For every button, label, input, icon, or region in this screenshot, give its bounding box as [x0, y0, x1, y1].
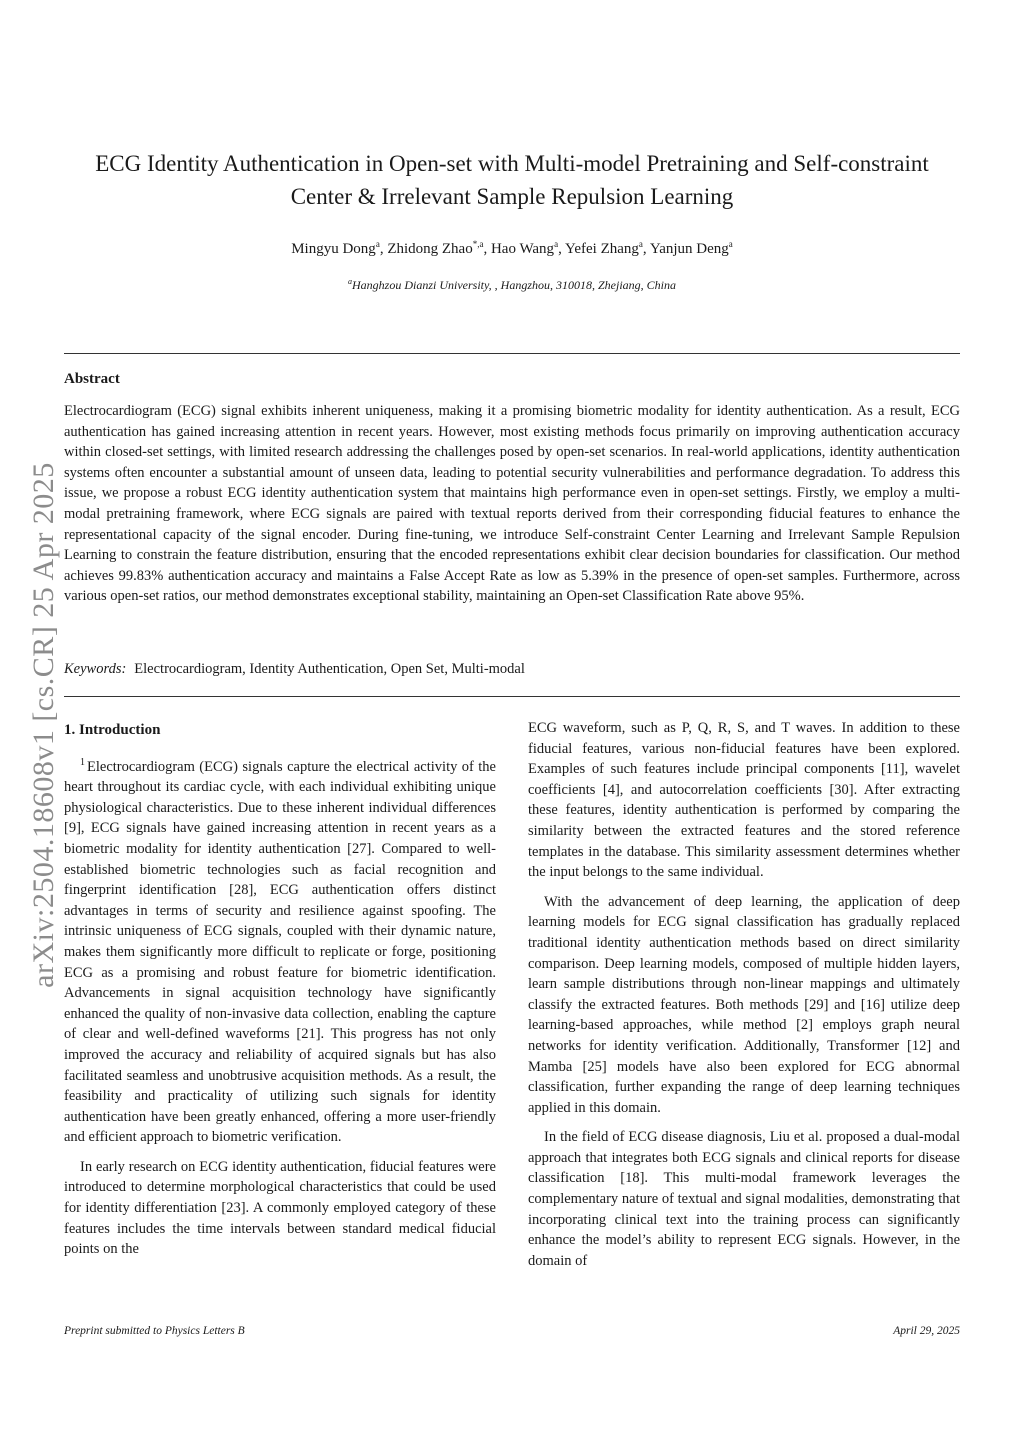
bottom-divider	[64, 696, 960, 697]
right-column	[528, 718, 960, 1280]
paper-title	[40, 147, 984, 213]
abstract-heading: Abstract	[64, 371, 120, 387]
section-heading: 1. Introduction	[64, 722, 161, 738]
paragraph: With the advancement of deep learning, the application of deep learning models for ECG signal classification has gradually replaced traditional identity authentication methods based on direct similarity comparison. Deep learning models, composed of multiple hidden layers, learn sample distributions through non-linear mappings and ultimately classify the extracted features. Both methods [29] and [16] utilize deep learning-based approaches, while method [2] employs graph neural networks for identity verification. Additionally, Transformer [12] and Mamba [25] models have also been explored for ECG abnormal classification, further expanding the range of deep learning techniques applied in this domain.	[528, 893, 960, 1116]
title-line-1: ECG Identity Authentication in Open-set with Multi-model Pretraining and Self-constraint	[95, 151, 929, 176]
affiliation: $^a$Hanghzou Dianzi University, , Hangzhou, 310018, Zhejiang, China	[347, 277, 676, 292]
arxiv-identifier[interactable]: arXiv:2504.18608v1 [cs.CR] 25 Apr 2025	[27, 462, 60, 988]
keywords	[64, 659, 960, 679]
author: Zhidong Zhao$^{*,a}$,	[387, 239, 491, 257]
paragraph: ECG waveform, such as P, Q, R, S, and T waves. In addition to these fiducial features, various non-fiducial features have been explored. Examples of such features include principal components [11], wavelet coefficients [4], and autocorrelation coefficients [30]. After extracting these features, identity authentication is performed by comparing the similarity between the extracted features and the stored reference templates in the database. This similarity assessment determines whether the input belongs to the same individual.	[528, 720, 960, 881]
paragraph: In early research on ECG identity authentication, fiducial features were introduced to determine morphological characteristics that could be used for identity differentiation [23]. A commonly employed category of these features includes the time intervals between standard medical fiducial points on the	[64, 1158, 496, 1258]
author-list	[40, 238, 984, 260]
paragraph: $^1$ Electrocardiogram (ECG) signals capture the electrical activity of the heart throughout its cardiac cycle, with each individual exhibiting unique physiological characteristics. Due to these inherent individual differences [9], ECG signals have gained increasing attention in recent years as a biometric modality for identity authentication [27]. Compared to well-established biometric technologies such as facial recognition and fingerprint identification [28], ECG authentication offers distinct advantages in terms of security and resilience against spoofing. The intrinsic uniqueness of ECG signals, coupled with their dynamic nature, makes them significantly more difficult to replicate or forge, positioning ECG as a promising and robust feature for biometric identification. Advancements in signal acquisition technology have significantly enhanced the quality of non-invasive data collection, enabling the capture of clear and well-defined waveforms [21]. This progress has not only improved the accuracy and reliability of acquired signals but has also facilitated seamless and unobtrusive acquisition methods. As a result, the feasibility and practicality of utilizing such signals for identity authentication have been greatly enhanced, offering a more user-friendly and efficient approach to biometric verification.	[64, 756, 496, 1146]
title-line-2: Center & Irrelevant Sample Repulsion Learning	[290, 184, 734, 209]
abstract-text: Electrocardiogram (ECG) signal exhibits inherent uniqueness, making it a promising biometric modality for identity authentication. As a result, ECG authentication has gained increasing attention in recent years. However, most existing methods focus primarily on improving authentication accuracy within closed-set settings, with limited research addressing the challenges posed by open-set scenarios. In real-world applications, identity authentication systems often encounter a substantial amount of unseen data, leading to potential security vulnerabilities and performance degradation. To address this issue, we propose a robust ECG identity authentication system that maintains high performance even in open-set settings. Firstly, we employ a multi-modal pretraining framework, where ECG signals are paired with textual reports derived from their corresponding fiducial features to enhance the representational capacity of the signal encoder. During fine-tuning, we introduce Self-constraint Center Learning and Irrelevant Sample Repulsion Learning to constrain the feature distribution, ensuring that the encoded representations exhibit clear decision boundaries for classification. Our method achieves 99.83% authentication accuracy and maintains a False Accept Rate as low as 5.39% in the presence of open-set samples. Furthermore, across various open-set ratios, our method demonstrates exceptional stability, maintaining an Open-set Classification Rate above 95%.	[64, 403, 960, 605]
keywords-label: Keywords:	[64, 661, 127, 677]
paragraph: In the field of ECG disease diagnosis, Liu et al. proposed a dual-modal approach that integrates both ECG signals and clinical reports for disease classification [18]. This multi-modal framework leverages the complementary nature of textual and signal modalities, demonstrating that incorporating clinical text into the training process can significantly enhance the model’s ability to represent ECG signals. However, in the domain of	[528, 1129, 960, 1269]
author: Mingyu Dong$^a$,	[291, 239, 388, 257]
top-divider	[64, 353, 960, 354]
left-column	[64, 718, 496, 1269]
footnote-marker[interactable]: 1	[80, 756, 85, 768]
footer-journal: Preprint submitted to Physics Letters B	[64, 1325, 245, 1337]
author: Yanjun Deng$^a$	[649, 239, 733, 257]
author: Hao Wang$^a$,	[490, 239, 566, 257]
author: Yefei Zhang$^a$,	[565, 239, 650, 257]
keywords-text: Electrocardiogram, Identity Authentication, Open Set, Multi-modal	[134, 661, 525, 677]
footer-date: April 29, 2025	[893, 1325, 960, 1337]
